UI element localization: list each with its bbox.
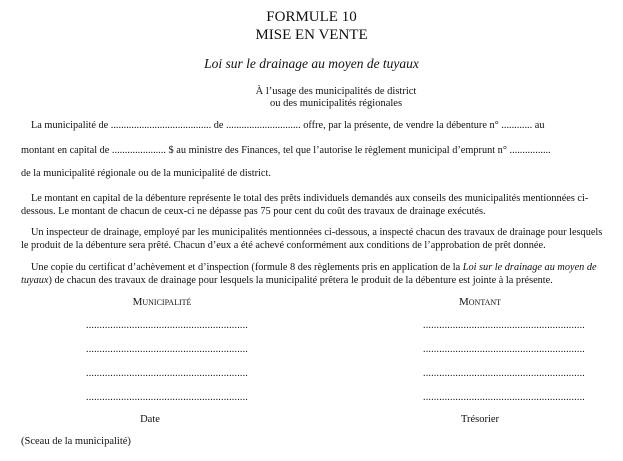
certificate-text-before: Une copie du certificat d’achèvement et d’inspection (formule 8 des règlements pris en application de la (31, 262, 463, 273)
usage-line-1: À l’usage des municipalités de district (255, 86, 417, 97)
form-number: FORMULE 10 (266, 9, 357, 25)
municipality-line-4: ............................................................ (86, 392, 248, 403)
seal-label: (Sceau de la municipalité) (21, 436, 131, 447)
usage-line-2: ou des municipalités régionales (269, 98, 403, 109)
amount-line-1: ............................................................ (423, 320, 585, 331)
amount-line-3: ............................................................ (423, 368, 585, 379)
certificate-act-title: Loi sur le drainage au moyen de tuyaux (21, 262, 597, 286)
column-header-municipality: Municipalité (132, 296, 192, 308)
paragraph-inspector: Un inspecteur de drainage, employé par les municipalités mentionnées ci-dessous, a inspecté chacun des travaux de drainage pour lesquels le produit de la débenture sera prêté. Chacun d’eux a été achevé conformément aux conditions de l’approbation de prêt donnée. (21, 227, 603, 251)
offer-line-2: montant en capital de ..................... $ au ministre des Finances, tel que l’autorise le règlement municipal d’emprunt n° ................ (21, 145, 551, 156)
offer-line-1: La municipalité de ....................................... de ............................. offre, par la présente, de vendre la débenture n° ............ au (31, 120, 545, 131)
municipality-line-2: ............................................................ (86, 344, 248, 355)
certificate-text-after: ) de chacun des travaux de drainage pour lesquels la municipalité prêtera le produit de la débenture est jointe à la présente. (48, 274, 553, 286)
amount-line-4: ............................................................ (423, 392, 585, 403)
form-title: MISE EN VENTE (255, 27, 368, 43)
municipality-line-1: ............................................................ (86, 320, 248, 331)
column-header-amount: Montant (458, 296, 502, 308)
date-label: Date (140, 414, 160, 425)
paragraph-capital: Le montant en capital de la débenture représente le total des prêts individuels demandés aux conseils des municipalités mentionnées ci-dessous. Le montant de chacun de ceux-ci ne dépasse pas 75 pour cent du coût des travaux de drainage exécutés. (21, 193, 589, 217)
treasurer-label: Trésorier (460, 414, 500, 425)
paragraph-certificate (21, 262, 611, 287)
offer-line-3: de la municipalité régionale ou de la municipalité de district. (21, 168, 271, 179)
municipality-line-3: ............................................................ (86, 368, 248, 379)
amount-line-2: ............................................................ (423, 344, 585, 355)
act-title: Loi sur le drainage au moyen de tuyaux (204, 56, 419, 71)
